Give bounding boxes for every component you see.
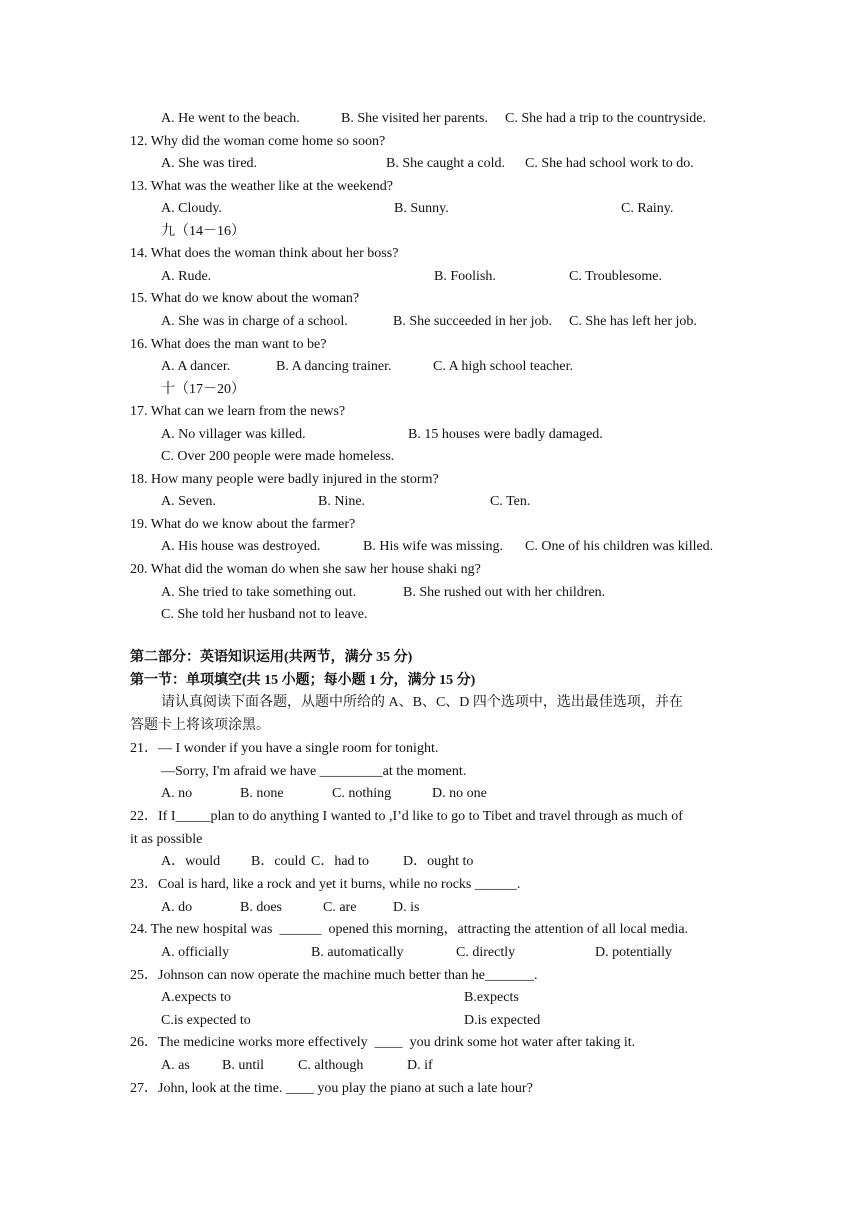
listening-option: A. A dancer. <box>161 359 231 375</box>
listening-option: A. He went to the beach. <box>161 111 300 126</box>
listening-option: C. She had a trip to the countryside. <box>505 111 707 126</box>
grammar-option: D. if <box>407 1058 433 1074</box>
section1-instruction-line1: 请认真阅读下面各题，从题中所给的 A、B、C、D 四个选项中，选出最佳选项，并在 <box>161 695 683 710</box>
listening-option: B. She visited her parents. <box>341 111 488 126</box>
grammar-option: A. do <box>161 899 193 915</box>
listening-option: C. Over 200 people were made homeless. <box>161 449 395 465</box>
grammar-option: B. until <box>222 1058 265 1074</box>
grammar-option: D.is expected <box>464 1012 541 1028</box>
listening-option: B. His wife was missing. <box>363 539 503 555</box>
grammar-question: 22．If I_____plan to do anything I wanted to ,I’d like to go to Tibet and travel through as much of <box>130 808 683 824</box>
listening-question: 17. What can we learn from the news? <box>130 404 346 420</box>
listening-option: A. She was tired. <box>161 156 258 172</box>
listening-question: 15. What do we know about the woman? <box>130 291 360 307</box>
listening-question: 19. What do we know about the farmer? <box>130 516 356 532</box>
part2-title: 第二部分：英语知识运用(共两节，满分 35 分) <box>130 650 413 665</box>
listening-question: 18. How many people were badly injured in the storm? <box>130 471 439 487</box>
listening-option: C. Rainy. <box>621 201 674 217</box>
listening-question: 12. Why did the woman come home so soon? <box>130 133 386 149</box>
listening-section-label: 九（14－16） <box>161 223 245 239</box>
grammar-option: C. are <box>323 899 357 915</box>
grammar-option: B.expects <box>464 990 519 1006</box>
grammar-option: A. officially <box>161 944 230 960</box>
grammar-option: C．had to <box>311 854 369 870</box>
listening-question: 20. What did the woman do when she saw her house shaki ng? <box>130 562 481 577</box>
listening-option: C. Ten. <box>490 494 531 510</box>
listening-question: 16. What does the man want to be? <box>130 336 327 352</box>
listening-question: 13. What was the weather like at the weekend? <box>130 178 393 194</box>
grammar-option: C.is expected to <box>161 1012 251 1028</box>
listening-option: B. A dancing trainer. <box>276 359 392 375</box>
listening-option: A. Rude. <box>161 268 212 284</box>
grammar-option: C. nothing <box>332 786 392 802</box>
grammar-option: —Sorry, I'm afraid we have _________at the moment. <box>161 763 467 779</box>
grammar-question: 24. The new hospital was ______ opened this morning，attracting the attention of all local media. <box>130 922 689 938</box>
grammar-question: 27．John, look at the time. ____ you play the piano at such a late hour? <box>130 1080 533 1096</box>
listening-option: B. She succeeded in her job. <box>393 313 553 329</box>
grammar-option: B．could <box>251 854 306 870</box>
grammar-option: D. potentially <box>595 944 672 960</box>
listening-option: C. Troublesome. <box>569 268 662 284</box>
grammar-question: 21．— I wonder if you have a single room for tonight. <box>130 741 439 756</box>
grammar-option: D. is <box>393 899 420 915</box>
listening-option: A. His house was destroyed. <box>161 539 321 555</box>
listening-question: 14. What does the woman think about her boss? <box>130 246 399 262</box>
grammar-option: A. no <box>161 786 193 802</box>
listening-option: A. She tried to take something out. <box>161 584 357 600</box>
listening-option: A. She was in charge of a school. <box>161 313 348 329</box>
listening-option: C. She had school work to do. <box>525 156 694 172</box>
listening-option: A. Seven. <box>161 494 216 510</box>
grammar-option: D. no one <box>432 786 487 802</box>
listening-section-label: 十（17－20） <box>161 381 245 397</box>
listening-option: B. 15 houses were badly damaged. <box>408 426 603 442</box>
listening-option: C. A high school teacher. <box>433 359 573 375</box>
listening-option: A. No villager was killed. <box>161 426 306 442</box>
listening-option: B. She caught a cold. <box>386 156 505 172</box>
grammar-question: 26．The medicine works more effectively ____ you drink some hot water after taking it. <box>130 1035 636 1051</box>
grammar-option: A.expects to <box>161 990 231 1006</box>
grammar-question: 25．Johnson can now operate the machine much better than he_______. <box>130 967 538 983</box>
grammar-option: D．ought to <box>403 854 474 870</box>
listening-option: B. Nine. <box>318 494 366 510</box>
grammar-option: C. directly <box>456 944 516 960</box>
listening-option: B. Foolish. <box>434 268 496 284</box>
listening-option: B. She rushed out with her children. <box>403 584 606 600</box>
grammar-option: B. does <box>240 899 282 915</box>
listening-option: A. Cloudy. <box>161 201 222 217</box>
grammar-question: it as possible <box>130 831 203 847</box>
grammar-question: 23．Coal is hard, like a rock and yet it burns, while no rocks ______. <box>130 876 521 892</box>
grammar-option: C. although <box>298 1058 364 1074</box>
listening-option: B. Sunny. <box>394 201 449 217</box>
grammar-option: A．would <box>161 854 221 870</box>
listening-option: C. She has left her job. <box>569 313 697 329</box>
grammar-option: B. none <box>240 786 284 802</box>
section1-title: 第一节：单项填空(共 15 小题；每小题 1 分，满分 15 分) <box>130 673 476 688</box>
grammar-option: A. as <box>161 1058 190 1074</box>
listening-option: C. She told her husband not to leave. <box>161 607 368 623</box>
grammar-option: B. automatically <box>311 944 404 960</box>
listening-option: C. One of his children was killed. <box>525 539 714 555</box>
section1-instruction-line2: 答题卡上将该项涂黑。 <box>130 718 270 733</box>
